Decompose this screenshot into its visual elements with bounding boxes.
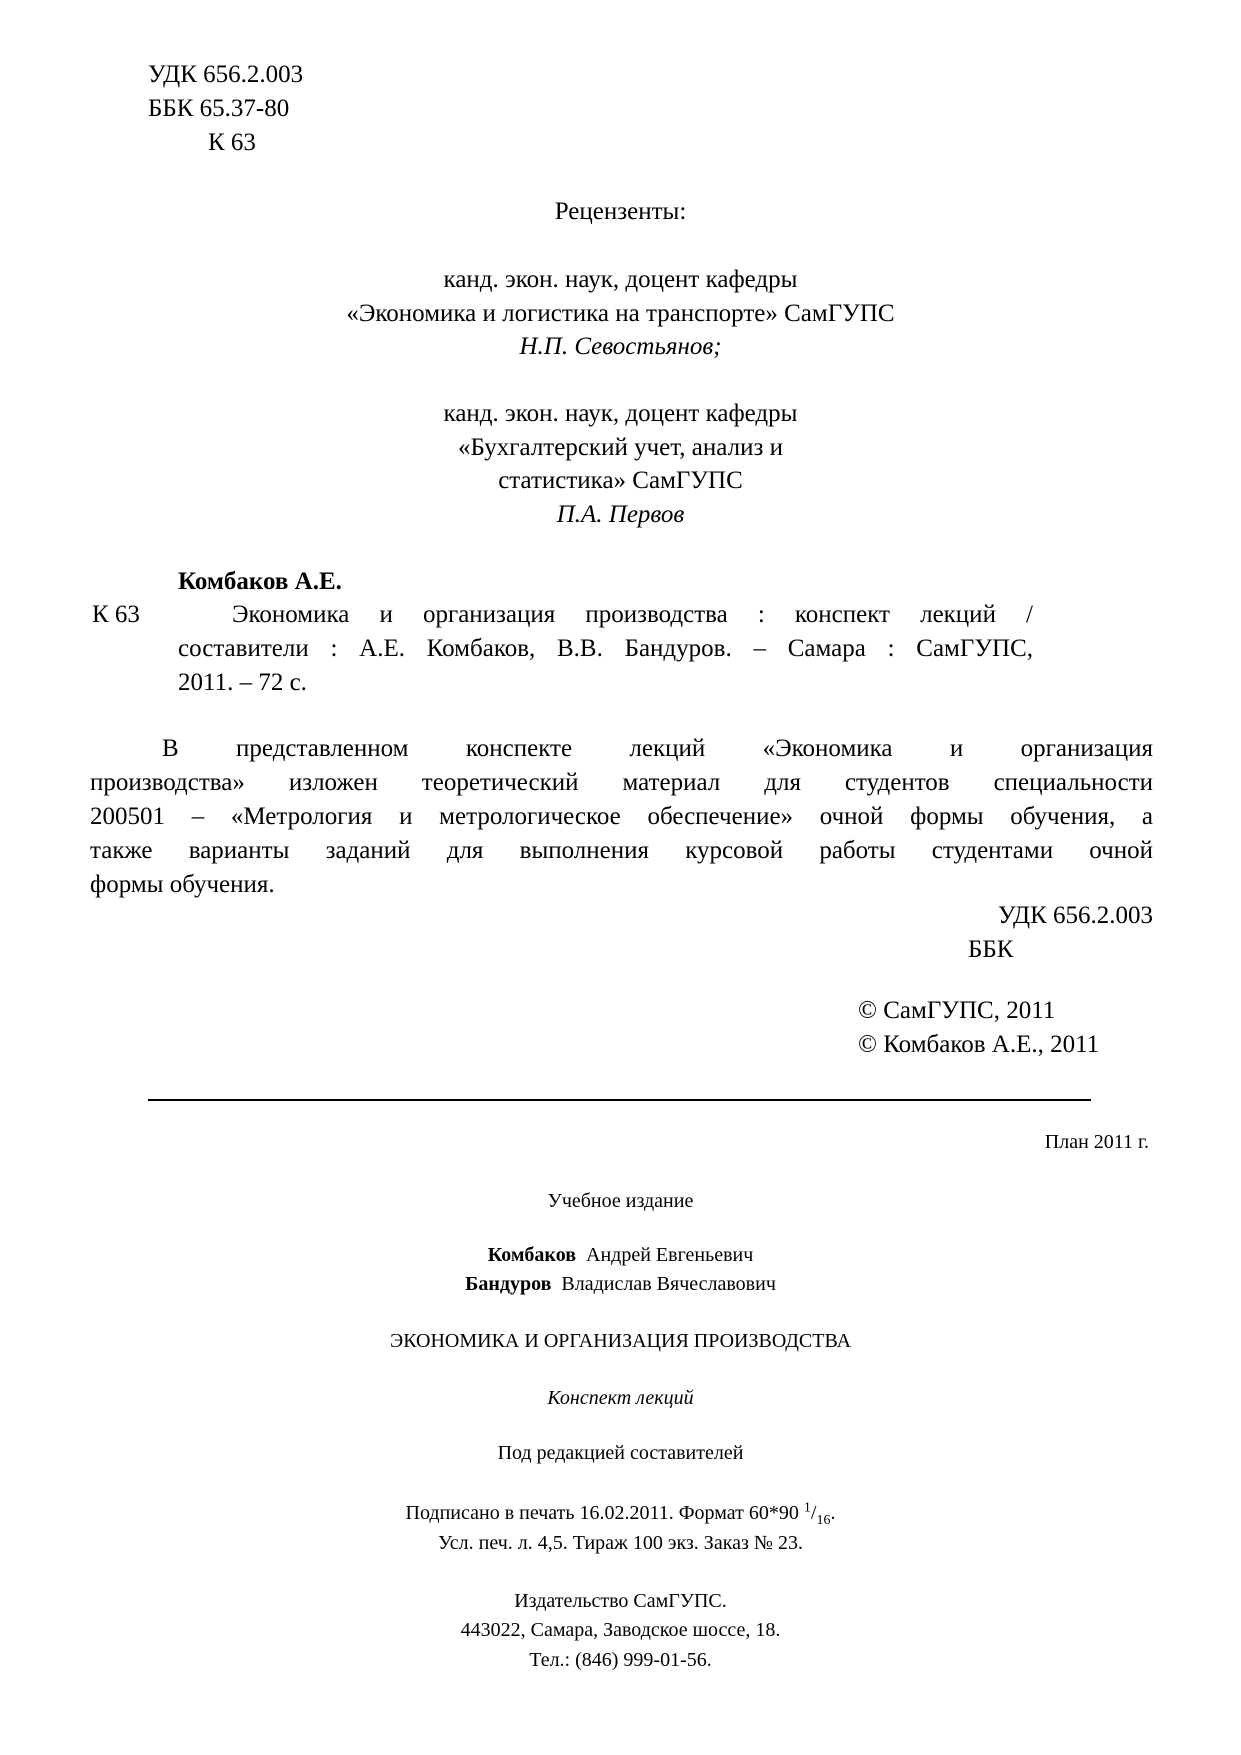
edition-type: Учебное издание (547, 1190, 694, 1212)
imprint-author-1 (0, 1242, 1241, 1268)
abstract-line-2: производства» изложен теоретический материал для студентов специальности (90, 769, 1153, 796)
print-details: Усл. печ. л. 4,5. Тираж 100 экз. Заказ № 23. (438, 1532, 803, 1554)
reviewer-2-name: П.А. Первов (556, 500, 685, 528)
publisher-address: 443022, Самара, Заводское шоссе, 18. (460, 1619, 781, 1641)
bbk-code: ББК 65.37-80 (148, 95, 290, 122)
author-1-surname: Комбаков (487, 1244, 576, 1266)
reviewer-1-department: «Экономика и логистика на транспорте» СамГУПС (346, 299, 895, 327)
author-mark: К 63 (208, 129, 256, 156)
editor-note: Под редакцией составителей (497, 1442, 744, 1464)
bibliography-line-1: Экономика и организация производства : конспект лекций / (232, 601, 1033, 628)
copyright-publisher: © СамГУПС, 2011 (858, 997, 1056, 1024)
plan-year: План 2011 г. (1044, 1131, 1149, 1153)
abstract-line-5: формы обучения. (90, 871, 275, 898)
imprint-author-2 (0, 1271, 1241, 1297)
bibliography-line-2: составители : А.Е. Комбаков, В.В. Бандуров. – Самара : СамГУПС, (178, 635, 1033, 662)
classification-codes (148, 58, 303, 160)
abstract-line-4: также варианты заданий для выполнения курсовой работы студентами очной (90, 837, 1153, 864)
reviewer-2-position: канд. экон. наук, доцент кафедры (443, 400, 798, 427)
reviewer-2-department-cont: статистика» СамГУПС (498, 467, 743, 494)
author-1-name: Андрей Евгеньевич (586, 1244, 754, 1266)
section-divider (148, 1099, 1091, 1101)
bibliography-line-3: 2011. – 72 с. (178, 669, 307, 696)
reviewers-heading: Рецензенты: (554, 198, 687, 225)
udk-code-bottom: УДК 656.2.003 (997, 902, 1153, 929)
print-signed-line: Подписано в печать 16.02.2011. Формат 60*90 $^1/_{16}$. (405, 1500, 836, 1528)
bibliography-code: К 63 (92, 601, 140, 628)
format-denominator: 16 (816, 1513, 831, 1528)
signed-text: Подписано в печать 16.02.2011. Формат 60*90 (405, 1502, 799, 1524)
publisher-phone: Тел.: (846) 999-01-56. (529, 1649, 712, 1671)
abstract-line-1: В представленном конспекте лекций «Экономика и организация (162, 735, 1153, 762)
copyright-author: © Комбаков А.Е., 2011 (858, 1031, 1100, 1058)
reviewer-block-1 (0, 263, 1241, 364)
author-2-surname: Бандуров (465, 1273, 552, 1295)
book-subtitle: Конспект лекций (547, 1387, 694, 1409)
abstract-line-3: 200501 – «Метрология и метрологическое обеспечение» очной формы обучения, а (90, 803, 1153, 830)
format-numerator: 1 (803, 1500, 811, 1516)
reviewer-2-department: «Бухгалтерский учет, анализ и (458, 433, 783, 461)
book-title: ЭКОНОМИКА И ОРГАНИЗАЦИЯ ПРОИЗВОДСТВА (389, 1330, 852, 1352)
reviewer-block-2 (0, 397, 1241, 531)
reviewer-1-name: Н.П. Севостьянов; (519, 333, 722, 360)
publisher-name: Издательство СамГУПС. (514, 1590, 727, 1612)
format-end: . (830, 1502, 836, 1524)
author-2-name: Владислав Вячеславович (561, 1273, 776, 1295)
abstract-paragraph (90, 732, 1153, 902)
udk-code: УДК 656.2.003 (148, 61, 304, 88)
bibliography-author: Комбаков А.Е. (178, 568, 342, 595)
bibliography-entry (178, 598, 1033, 700)
bbk-code-bottom: ББК (968, 936, 1014, 963)
reviewer-1-position: канд. экон. наук, доцент кафедры (443, 266, 798, 293)
